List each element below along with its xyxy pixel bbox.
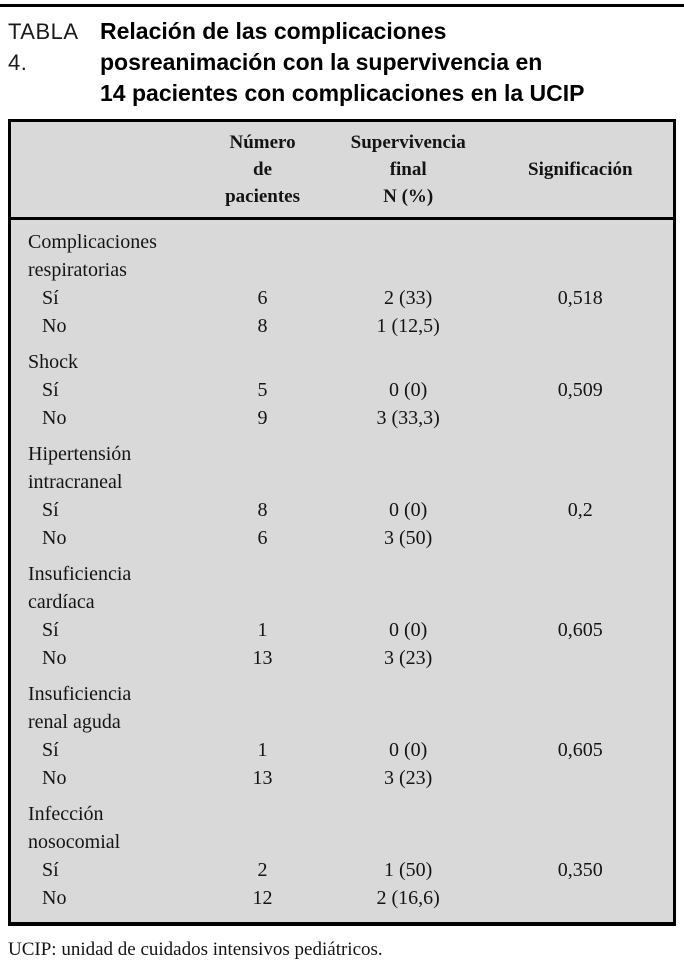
cell-significance — [488, 884, 673, 912]
complication-group — [11, 560, 673, 672]
column-header-line: N (%) — [383, 186, 434, 207]
cell-number-of-patients: 8 — [257, 499, 268, 521]
group-label-line: cardíaca — [28, 591, 95, 613]
group-label-line: Insuficiencia — [28, 563, 132, 585]
complication-group — [11, 800, 673, 912]
group-label-line: Complicaciones — [28, 231, 157, 253]
table-row — [11, 404, 673, 432]
group-label-line: Infección — [28, 803, 104, 825]
cell-significance — [488, 312, 673, 340]
row-answer-label: Sí — [42, 379, 59, 401]
cell-number-of-patients: 1 — [257, 739, 268, 761]
group-label-row — [11, 256, 673, 284]
row-answer-label: No — [42, 315, 67, 337]
group-label-row — [11, 348, 673, 376]
column-header-line: Número — [229, 132, 296, 153]
cell-significance: 0,518 — [557, 287, 603, 309]
table-row — [11, 884, 673, 912]
cell-significance: 0,509 — [557, 379, 603, 401]
group-label-row — [11, 228, 673, 256]
cell-final-survival: 0 (0) — [389, 619, 428, 641]
table-row — [11, 312, 673, 340]
row-answer-label: Sí — [42, 739, 59, 761]
row-answer-label: Sí — [42, 287, 59, 309]
cell-significance — [488, 524, 673, 552]
cell-number-of-patients: 8 — [257, 315, 268, 337]
row-answer-label: Sí — [42, 859, 59, 881]
title-line: 14 pacientes con complicaciones en la UCIP — [100, 80, 585, 106]
table-footnote: UCIP: unidad de cuidados intensivos pediátricos. — [8, 939, 383, 960]
data-table — [8, 119, 676, 926]
complication-group — [11, 440, 673, 552]
cell-final-survival: 0 (0) — [389, 499, 428, 521]
group-label-line: renal aguda — [28, 711, 121, 733]
group-label-row — [11, 440, 673, 468]
cell-significance — [488, 644, 673, 672]
cell-significance: 0,350 — [557, 859, 603, 881]
group-label-row — [11, 800, 673, 828]
table-row — [11, 764, 673, 792]
row-answer-label: No — [42, 887, 67, 909]
table-row — [11, 496, 673, 524]
column-header-line: Supervivencia — [350, 132, 466, 153]
cell-significance — [488, 404, 673, 432]
column-header-survival — [329, 129, 488, 210]
group-label-line: nosocomial — [28, 831, 121, 853]
table-body — [11, 220, 673, 922]
title-line: posreanimación con la supervivencia en — [100, 49, 543, 75]
cell-number-of-patients: 6 — [257, 287, 268, 309]
row-answer-label: No — [42, 767, 67, 789]
cell-final-survival: 3 (23) — [384, 767, 433, 789]
table-header-row — [11, 122, 673, 220]
column-header-line: Significación — [528, 159, 633, 180]
complication-group — [11, 228, 673, 340]
title-line: Relación de las complicaciones — [100, 18, 447, 44]
group-label-row — [11, 680, 673, 708]
table-row — [11, 376, 673, 404]
complication-group — [11, 680, 673, 792]
table-row — [11, 616, 673, 644]
group-label-row — [11, 708, 673, 736]
row-answer-label: No — [42, 647, 67, 669]
cell-final-survival: 0 (0) — [389, 379, 428, 401]
cell-number-of-patients: 13 — [252, 767, 273, 789]
cell-number-of-patients: 5 — [257, 379, 268, 401]
table-row — [11, 736, 673, 764]
cell-significance: 0,2 — [567, 499, 593, 521]
row-answer-label: Sí — [42, 499, 59, 521]
group-label-line: Insuficiencia — [28, 683, 132, 705]
cell-final-survival: 1 (50) — [384, 859, 433, 881]
row-answer-label: No — [42, 407, 67, 429]
cell-final-survival: 3 (50) — [384, 527, 433, 549]
group-label-line: Shock — [28, 351, 78, 373]
complication-group — [11, 348, 673, 432]
column-header-line: de — [253, 159, 273, 180]
cell-final-survival: 1 (12,5) — [376, 315, 440, 337]
table-title-text — [100, 16, 584, 109]
group-label-line: intracraneal — [28, 471, 123, 493]
group-label-row — [11, 468, 673, 496]
cell-number-of-patients: 6 — [257, 527, 268, 549]
row-answer-label: No — [42, 527, 67, 549]
cell-number-of-patients: 13 — [252, 647, 273, 669]
cell-significance: 0,605 — [557, 619, 603, 641]
cell-final-survival: 3 (33,3) — [376, 407, 440, 429]
row-answer-label: Sí — [42, 619, 59, 641]
cell-final-survival: 3 (23) — [384, 647, 433, 669]
table-row — [11, 856, 673, 884]
column-header-patients — [196, 129, 328, 210]
table-row — [11, 284, 673, 312]
group-label-line: Hipertensión — [28, 443, 132, 465]
cell-final-survival: 2 (16,6) — [376, 887, 440, 909]
group-label-row — [11, 560, 673, 588]
column-header-significance — [488, 156, 673, 183]
cell-final-survival: 2 (33) — [384, 287, 433, 309]
group-label-row — [11, 588, 673, 616]
cell-final-survival: 0 (0) — [389, 739, 428, 761]
table-number-label: TABLA 4. — [8, 19, 78, 75]
table-row — [11, 644, 673, 672]
table-row — [11, 524, 673, 552]
group-label-line: respiratorias — [28, 259, 127, 281]
cell-number-of-patients: 12 — [252, 887, 273, 909]
cell-number-of-patients: 2 — [257, 859, 268, 881]
cell-number-of-patients: 9 — [257, 407, 268, 429]
table-title — [0, 7, 684, 119]
cell-significance — [488, 764, 673, 792]
group-label-row — [11, 828, 673, 856]
column-header-line: final — [389, 159, 427, 180]
cell-significance: 0,605 — [557, 739, 603, 761]
column-header-line: pacientes — [225, 186, 301, 207]
cell-number-of-patients: 1 — [257, 619, 268, 641]
